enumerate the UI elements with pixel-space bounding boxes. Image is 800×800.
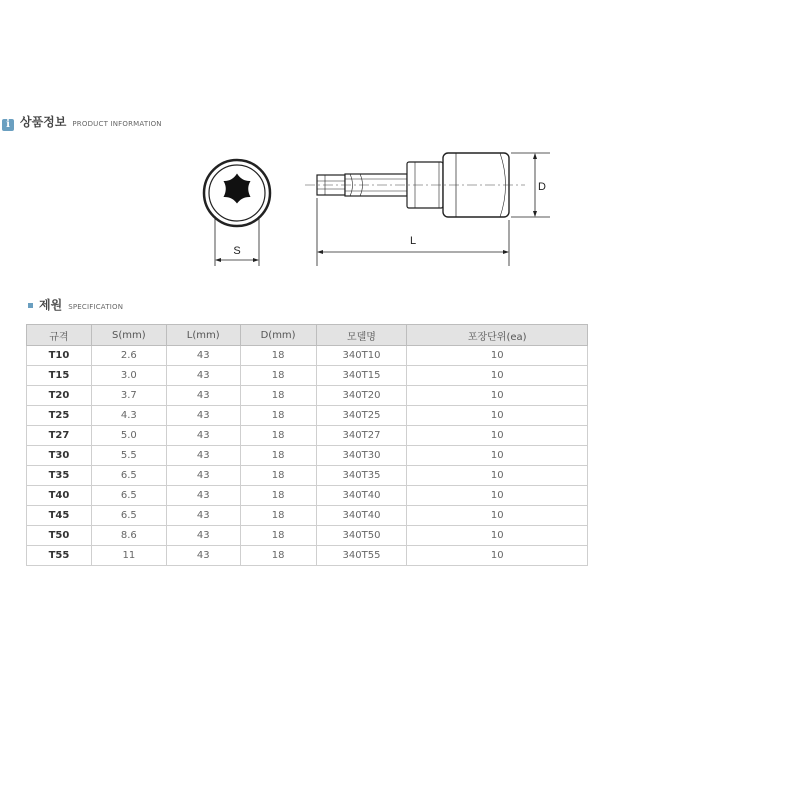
table-cell: 18 xyxy=(240,346,316,366)
table-cell: 3.7 xyxy=(91,386,166,406)
label-l: L xyxy=(409,235,417,247)
specification-subtitle: SPECIFICATION xyxy=(68,303,124,311)
table-cell: 3.0 xyxy=(91,366,166,386)
info-icon: i xyxy=(2,119,14,131)
table-cell: 340T55 xyxy=(316,546,407,566)
size-cell: T25 xyxy=(27,406,92,426)
table-cell: 340T27 xyxy=(316,426,407,446)
table-row xyxy=(27,446,588,466)
table-cell: 10 xyxy=(407,386,588,406)
table-cell: 43 xyxy=(166,506,240,526)
table-cell: 4.3 xyxy=(91,406,166,426)
table-row xyxy=(27,466,588,486)
table-cell: 43 xyxy=(166,486,240,506)
size-cell: T27 xyxy=(27,426,92,446)
table-cell: 340T15 xyxy=(316,366,407,386)
specification-header xyxy=(28,296,123,313)
table-cell: 18 xyxy=(240,526,316,546)
table-cell: 340T50 xyxy=(316,526,407,546)
specification-title: 제원 xyxy=(39,298,63,312)
table-cell: 43 xyxy=(166,406,240,426)
table-cell: 340T25 xyxy=(316,406,407,426)
table-cell: 6.5 xyxy=(91,506,166,526)
table-cell: 10 xyxy=(407,366,588,386)
table-cell: 6.5 xyxy=(91,486,166,506)
table-cell: 10 xyxy=(407,406,588,426)
table-cell: 43 xyxy=(166,546,240,566)
table-cell: 18 xyxy=(240,446,316,466)
table-cell: 18 xyxy=(240,486,316,506)
size-cell: T30 xyxy=(27,446,92,466)
table-cell: 2.6 xyxy=(91,346,166,366)
table-cell: 340T10 xyxy=(316,346,407,366)
table-cell: 18 xyxy=(240,386,316,406)
table-row xyxy=(27,426,588,446)
label-d: D xyxy=(538,181,546,193)
table-cell: 18 xyxy=(240,546,316,566)
table-cell: 10 xyxy=(407,446,588,466)
table-cell: 340T35 xyxy=(316,466,407,486)
column-header: 포장단위(ea) xyxy=(407,325,588,346)
table-row xyxy=(27,546,588,566)
table-cell: 5.5 xyxy=(91,446,166,466)
table-cell: 18 xyxy=(240,466,316,486)
table-cell: 18 xyxy=(240,406,316,426)
column-header: L(mm) xyxy=(166,325,240,346)
table-cell: 18 xyxy=(240,426,316,446)
table-row xyxy=(27,366,588,386)
table-cell: 10 xyxy=(407,466,588,486)
table-cell: 43 xyxy=(166,446,240,466)
table-cell: 10 xyxy=(407,486,588,506)
product-info-subtitle: PRODUCT INFORMATION xyxy=(72,120,162,128)
table-cell: 340T40 xyxy=(316,486,407,506)
table-cell: 43 xyxy=(166,526,240,546)
side-view xyxy=(305,153,550,266)
table-cell: 43 xyxy=(166,466,240,486)
table-row xyxy=(27,486,588,506)
column-header: 모델명 xyxy=(316,325,407,346)
size-cell: T35 xyxy=(27,466,92,486)
size-cell: T20 xyxy=(27,386,92,406)
table-row xyxy=(27,406,588,426)
table-cell: 340T20 xyxy=(316,386,407,406)
table-cell: 18 xyxy=(240,366,316,386)
product-info-title: 상품정보 xyxy=(20,115,67,129)
size-cell: T55 xyxy=(27,546,92,566)
table-cell: 340T30 xyxy=(316,446,407,466)
square-bullet-icon xyxy=(28,303,33,308)
table-cell: 11 xyxy=(91,546,166,566)
table-row xyxy=(27,346,588,366)
column-header: D(mm) xyxy=(240,325,316,346)
label-s: S xyxy=(233,245,241,257)
table-cell: 10 xyxy=(407,546,588,566)
size-cell: T40 xyxy=(27,486,92,506)
table-cell: 10 xyxy=(407,526,588,546)
size-cell: T15 xyxy=(27,366,92,386)
table-cell: 10 xyxy=(407,346,588,366)
table-cell: 43 xyxy=(166,426,240,446)
socket-diagram xyxy=(195,148,555,273)
column-header: S(mm) xyxy=(91,325,166,346)
size-cell: T50 xyxy=(27,526,92,546)
table-cell: 340T40 xyxy=(316,506,407,526)
table-row xyxy=(27,506,588,526)
product-info-header xyxy=(2,113,162,130)
table-cell: 10 xyxy=(407,426,588,446)
table-cell: 43 xyxy=(166,386,240,406)
size-cell: T45 xyxy=(27,506,92,526)
table-body xyxy=(27,346,588,566)
column-header: 규격 xyxy=(27,325,92,346)
specification-table xyxy=(26,324,588,566)
table-cell: 43 xyxy=(166,366,240,386)
table-row xyxy=(27,526,588,546)
table-cell: 6.5 xyxy=(91,466,166,486)
table-cell: 18 xyxy=(240,506,316,526)
table-cell: 43 xyxy=(166,346,240,366)
table-cell: 5.0 xyxy=(91,426,166,446)
table-cell: 10 xyxy=(407,506,588,526)
table-header-row xyxy=(27,325,588,346)
table-row xyxy=(27,386,588,406)
size-cell: T10 xyxy=(27,346,92,366)
table-cell: 8.6 xyxy=(91,526,166,546)
